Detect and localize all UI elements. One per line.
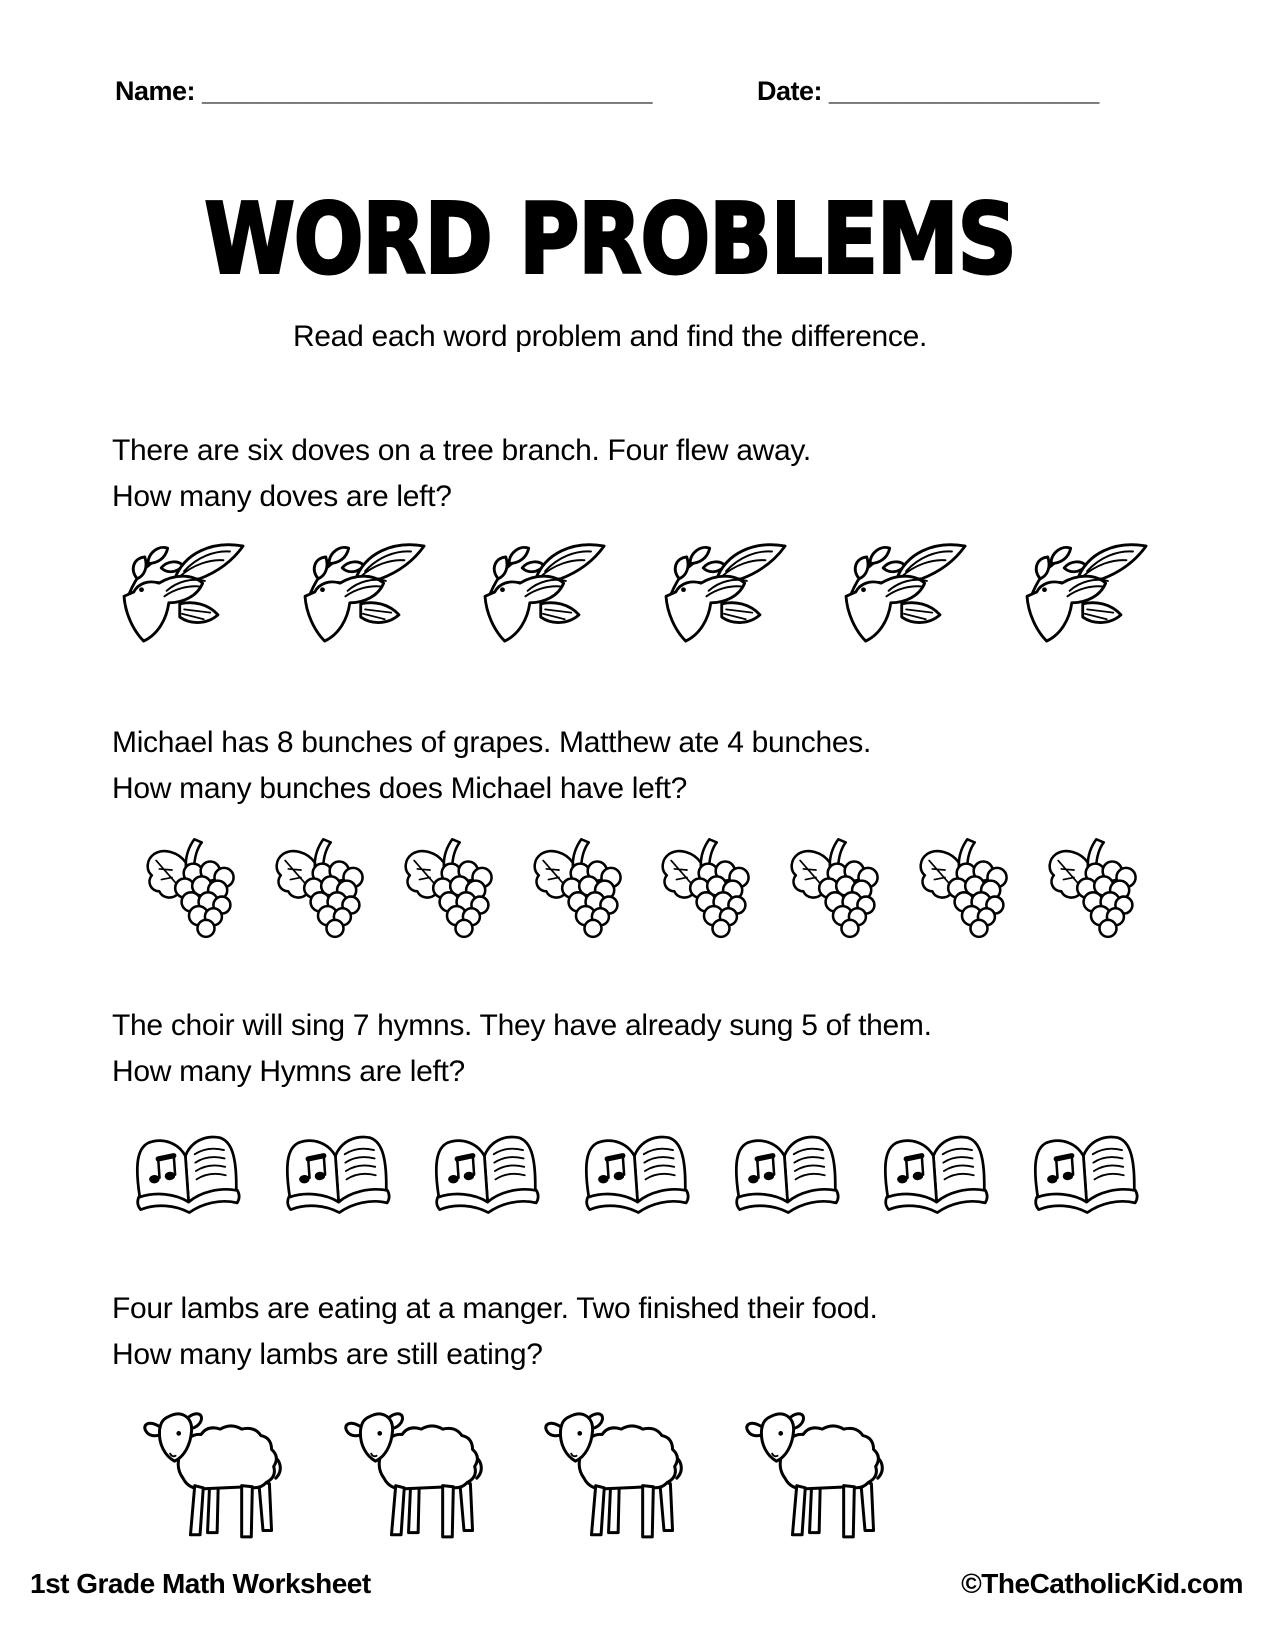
dove-icon	[112, 534, 254, 652]
page-subtitle: Read each word problem and find the difference.	[292, 320, 928, 353]
grapes-icon-row	[140, 833, 1140, 939]
hymn-book-icon	[424, 1128, 548, 1230]
problem-3-line2: How many Hymns are left?	[112, 1055, 465, 1088]
hymn-book-icon	[125, 1128, 249, 1230]
problem-3-line1: The choir will sing 7 hymns. They have already sung 5 of them.	[112, 1009, 932, 1042]
dove-icon	[834, 534, 976, 652]
grapes-icon	[527, 835, 625, 939]
problem-2-text	[112, 720, 1202, 812]
grapes-icon	[784, 835, 882, 939]
hymn-book-icon	[873, 1128, 997, 1230]
problem-2-line1: Michael has 8 bunches of grapes. Matthew ate 4 bunches.	[112, 726, 871, 759]
dove-icon	[654, 534, 796, 652]
problem-2-line2: How many bunches does Michael have left?	[112, 772, 687, 805]
name-label: Name:	[115, 76, 196, 106]
footer-grade-label: 1st Grade Math Worksheet	[30, 1568, 371, 1599]
lamb-icon	[135, 1400, 295, 1550]
problem-3-text	[112, 1003, 1202, 1095]
hymn-book-icon	[275, 1128, 399, 1230]
hymn-book-icon-row	[125, 1122, 1147, 1230]
name-blank-line: ______________________________	[202, 76, 653, 106]
lamb-icon	[737, 1400, 897, 1550]
dove-icon	[1015, 534, 1157, 652]
problem-4-line1: Four lambs are eating at a manger. Two finished their food.	[112, 1292, 878, 1325]
hymn-book-icon	[1023, 1128, 1147, 1230]
grapes-icon	[140, 835, 238, 939]
hymn-book-icon	[574, 1128, 698, 1230]
grapes-icon	[913, 835, 1011, 939]
problem-4-line2: How many lambs are still eating?	[112, 1338, 543, 1371]
lamb-icon	[336, 1400, 496, 1550]
date-field	[757, 76, 1099, 107]
page-title: WORD PROBLEMS	[204, 184, 1016, 297]
grapes-icon	[269, 835, 367, 939]
name-field	[115, 76, 653, 107]
grapes-icon	[655, 835, 753, 939]
problem-1-text	[112, 428, 1202, 520]
problem-4-text	[112, 1286, 1202, 1378]
lamb-icon-row	[135, 1398, 897, 1550]
date-label: Date:	[757, 76, 823, 106]
dove-icon	[473, 534, 615, 652]
dove-icon	[293, 534, 435, 652]
problem-1-line2: How many doves are left?	[112, 480, 452, 513]
grapes-icon	[1042, 835, 1140, 939]
date-blank-line: __________________	[829, 76, 1100, 106]
grapes-icon	[398, 835, 496, 939]
lamb-icon	[536, 1400, 696, 1550]
footer-credit: ©TheCatholicKid.com	[961, 1568, 1243, 1599]
problem-1-line1: There are six doves on a tree branch. Four flew away.	[112, 434, 811, 467]
dove-icon-row	[112, 532, 1157, 654]
hymn-book-icon	[724, 1128, 848, 1230]
